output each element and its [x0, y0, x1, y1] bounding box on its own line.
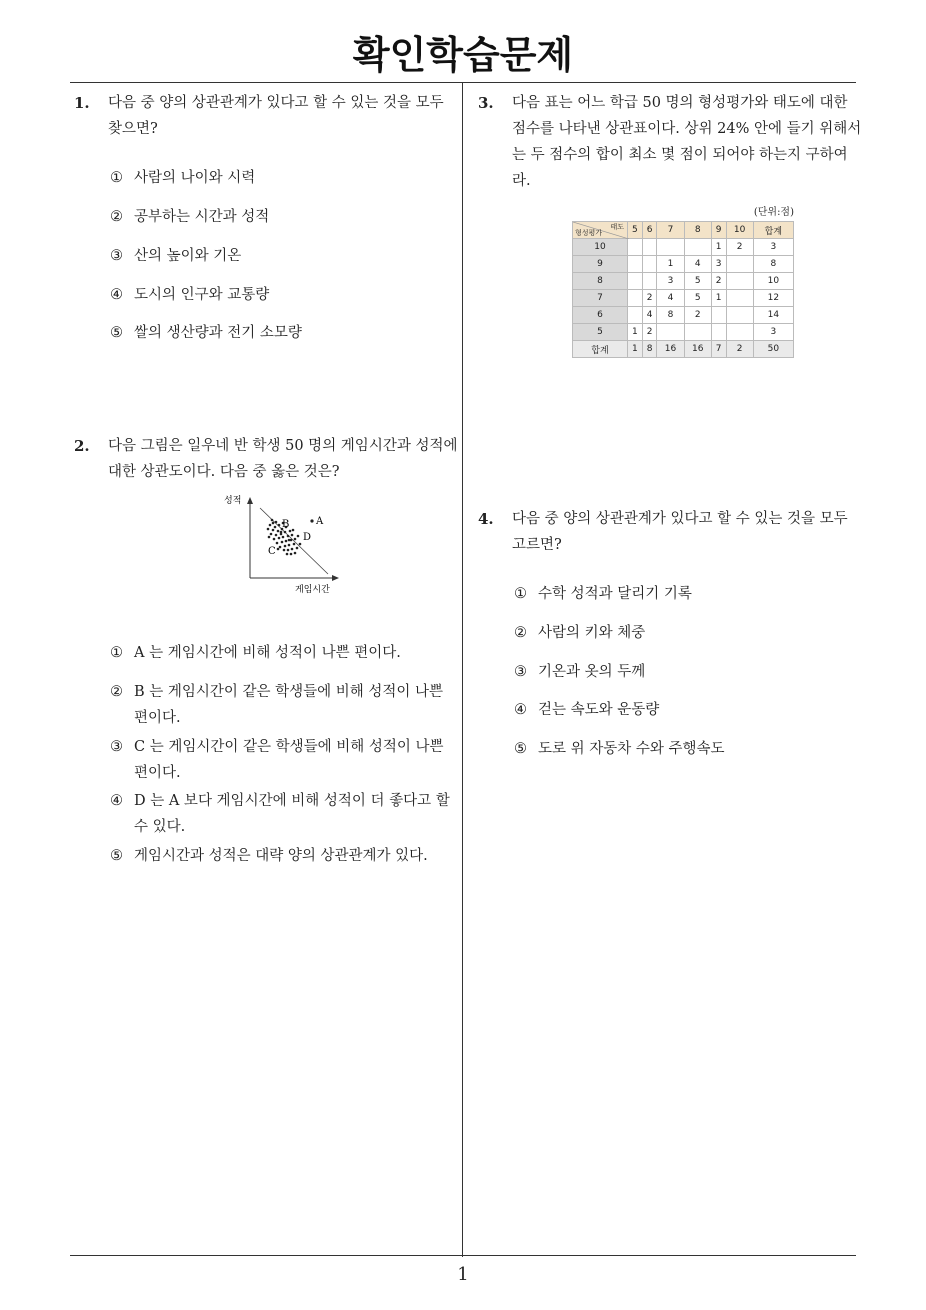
column-header: 8 [684, 222, 711, 239]
table-cell [642, 273, 657, 290]
table-cell: 16 [684, 341, 711, 358]
table-cell: 3 [753, 239, 793, 256]
corner-top-label: 태도 [610, 223, 624, 231]
table-cell: 3 [753, 324, 793, 341]
q1-option-3[interactable]: ③ 산의 높이와 기온 [110, 248, 242, 264]
top-rule [70, 82, 856, 83]
question-number: 3. [478, 94, 494, 112]
table-cell [726, 290, 753, 307]
x-axis-label: 게임시간 [295, 585, 330, 595]
q2-option-1[interactable]: ① A 는 게임시간에 비해 성적이 나쁜 편이다. [110, 645, 401, 661]
q1-option-4[interactable]: ④ 도시의 인구와 교통량 [110, 287, 270, 303]
q4-option-5[interactable]: ⑤ 도로 위 자동차 수와 주행속도 [514, 741, 725, 757]
q1-option-1[interactable]: ① 사람의 나이와 시력 [110, 170, 256, 186]
bottom-rule [70, 1255, 856, 1256]
table-cell: 5 [684, 273, 711, 290]
column-header: 10 [726, 222, 753, 239]
question-number: 1. [74, 94, 90, 112]
question-2 [74, 433, 458, 485]
table-row [573, 239, 794, 256]
row-header: 6 [573, 307, 628, 324]
table-cell: 1 [711, 239, 726, 256]
table-cell [726, 307, 753, 324]
table-cell [642, 256, 657, 273]
point-a-marker [310, 519, 313, 522]
q1-option-5[interactable]: ⑤ 쌀의 생산량과 전기 소모량 [110, 325, 302, 341]
y-axis-label: 성적 [224, 496, 242, 506]
table-cell: 4 [642, 307, 657, 324]
x-axis-arrow [332, 575, 339, 581]
question-4 [478, 506, 862, 558]
table-row [573, 324, 794, 341]
q1-option-2[interactable]: ② 공부하는 시간과 성적 [110, 209, 270, 225]
table-cell: 7 [711, 341, 726, 358]
table-cell: 4 [657, 290, 684, 307]
column-header: 7 [657, 222, 684, 239]
question-text: 다음 표는 어느 학급 50 명의 형성평가와 태도에 대한 점수를 나타낸 상관표이다. 상위 24% 안에 들기 위해서는 두 점수의 합이 최소 몇 점이 되어야 하는지 구하여라. [512, 95, 862, 189]
table-cell: 14 [753, 307, 793, 324]
table-cell [711, 324, 726, 341]
question-number: 2. [74, 437, 90, 455]
table-cell: 3 [711, 256, 726, 273]
column-header: 6 [642, 222, 657, 239]
table-total-row [573, 341, 794, 358]
table-cell [684, 239, 711, 256]
table-cell [628, 290, 643, 307]
table-row [573, 256, 794, 273]
row-header: 5 [573, 324, 628, 341]
column-header: 9 [711, 222, 726, 239]
table-row [573, 307, 794, 324]
table-cell: 2 [642, 324, 657, 341]
page-number: 1 [457, 1264, 469, 1285]
table-cell [657, 324, 684, 341]
page-title: 확인학습문제 [352, 33, 574, 77]
table-cell: 16 [657, 341, 684, 358]
table-cell: 1 [657, 256, 684, 273]
table-cell [628, 307, 643, 324]
table-cell: 12 [753, 290, 793, 307]
corner-bottom-label: 형성평가 [575, 229, 603, 237]
table-header-row [573, 222, 794, 239]
q2-option-4[interactable]: ④ D 는 A 보다 게임시간에 비해 성적이 더 좋다고 할 수 있다. [110, 793, 450, 835]
row-header: 7 [573, 290, 628, 307]
table-row [573, 290, 794, 307]
table-cell [726, 273, 753, 290]
table-cell: 1 [628, 341, 643, 358]
question-text: 다음 그림은 일우네 반 학생 50 명의 게임시간과 성적에 대한 상관도이다. 다음 중 옳은 것은? [108, 438, 458, 480]
table-cell [684, 324, 711, 341]
table-cell: 1 [711, 290, 726, 307]
correlation-table [572, 221, 794, 358]
table-cell [642, 239, 657, 256]
row-header: 8 [573, 273, 628, 290]
column-header: 5 [628, 222, 643, 239]
table-cell: 2 [684, 307, 711, 324]
table-cell [726, 324, 753, 341]
point-b-label: B [282, 519, 290, 530]
q2-option-5[interactable]: ⑤ 게임시간과 성적은 대략 양의 상관관계가 있다. [110, 848, 428, 864]
table-corner-cell [573, 222, 628, 239]
row-header: 합계 [573, 341, 628, 358]
table-cell: 8 [642, 341, 657, 358]
table-cell [726, 256, 753, 273]
table-cell [657, 239, 684, 256]
column-header: 합계 [753, 222, 793, 239]
question-number: 4. [478, 510, 494, 528]
table-cell [628, 273, 643, 290]
table-cell: 2 [726, 341, 753, 358]
row-header: 9 [573, 256, 628, 273]
scatter-diagram [220, 492, 350, 600]
y-axis-arrow [247, 497, 253, 504]
table-cell: 5 [684, 290, 711, 307]
q4-option-3[interactable]: ③ 기온과 옷의 두께 [514, 664, 646, 680]
table-cell: 2 [711, 273, 726, 290]
table-cell: 10 [753, 273, 793, 290]
table-row [573, 273, 794, 290]
table-cell: 50 [753, 341, 793, 358]
table-cell: 2 [726, 239, 753, 256]
question-3 [478, 90, 862, 194]
question-1 [74, 90, 458, 142]
q4-option-2[interactable]: ② 사람의 키와 체중 [514, 625, 646, 641]
table-cell [628, 256, 643, 273]
table-cell: 8 [657, 307, 684, 324]
table-cell: 1 [628, 324, 643, 341]
q2-option-3[interactable]: ③ C 는 게임시간이 같은 학생들에 비해 성적이 나쁜 편이다. [110, 739, 444, 781]
point-d-label: D [303, 532, 312, 543]
question-text: 다음 중 양의 상관관계가 있다고 할 수 있는 것을 모두 고르면? [512, 511, 848, 553]
table-cell: 8 [753, 256, 793, 273]
table-cell [711, 307, 726, 324]
q2-option-2[interactable]: ② B 는 게임시간이 같은 학생들에 비해 성적이 나쁜 편이다. [110, 684, 444, 726]
point-a-label: A [316, 516, 324, 527]
question-text: 다음 중 양의 상관관계가 있다고 할 수 있는 것을 모두 찾으면? [108, 95, 444, 137]
table-unit: (단위:점) [753, 207, 794, 218]
row-header: 10 [573, 239, 628, 256]
correlation-table-block [572, 203, 794, 358]
q4-option-1[interactable]: ① 수학 성적과 달리기 기록 [514, 586, 692, 602]
table-cell: 2 [642, 290, 657, 307]
table-cell: 4 [684, 256, 711, 273]
table-cell [628, 239, 643, 256]
table-cell: 3 [657, 273, 684, 290]
column-divider [462, 82, 463, 1257]
q4-option-4[interactable]: ④ 걷는 속도와 운동량 [514, 702, 660, 718]
point-c-label: C [268, 546, 276, 557]
